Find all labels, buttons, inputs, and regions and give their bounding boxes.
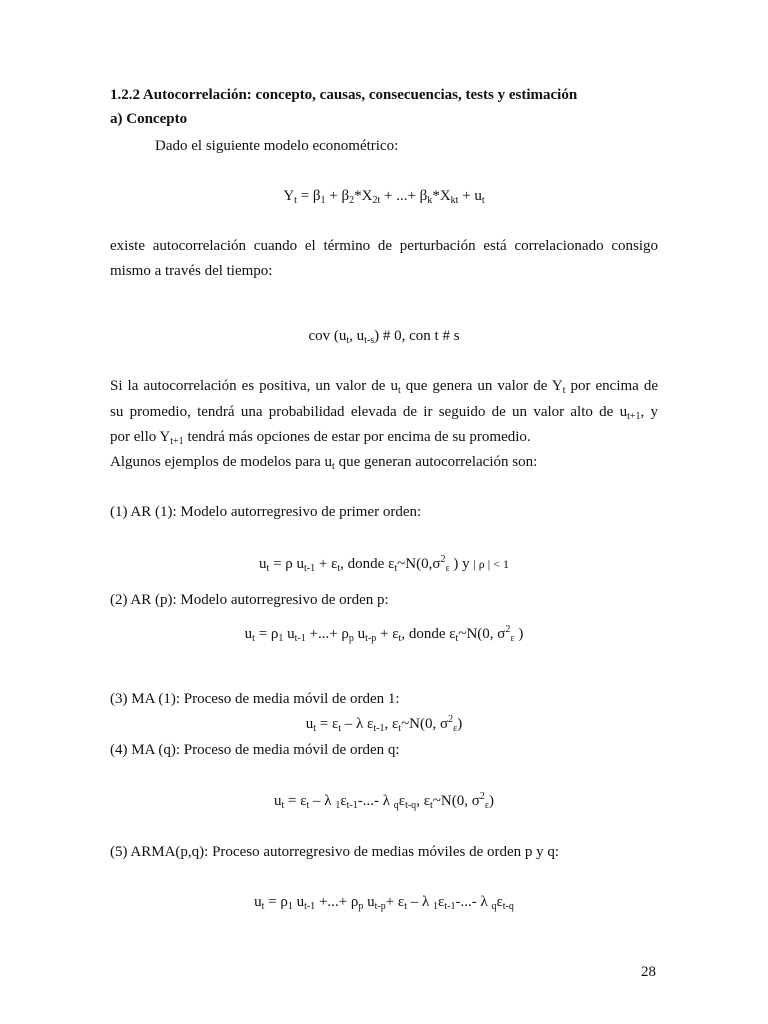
covariance-equation: cov ($u_t$, $u_{t-s}$) # 0, con t # s [308,328,460,346]
definition-line-2: mismo a través del tiempo: [110,263,273,279]
paragraph-line-4: Algunos ejemplos de modelos para $u_t$ que generan autocorrelación son: [110,454,538,472]
model-equation: $Y_t = \beta_1 + \beta_2*X_{2t}$ + ...+ $\beta_k*X_{kt} + u_t$ [283,188,485,206]
ma1-equation: $u_t = \varepsilon_t - \lambda$ $\varepsilon_{t-1}$, $\varepsilon_t\sim N(0$, $\sigma^2_\varepsilon$) [305,714,463,734]
ma1-title: (3) MA (1): Proceso de media móvil de orden 1: [110,691,400,707]
ar1-title: (1) AR (1): Modelo autorregresivo de primer orden: [110,504,422,520]
arp-title: (2) AR (p): Modelo autorregresivo de orden p: [110,592,389,608]
maq-equation: $u_t = \varepsilon_t - \lambda$ $_1\varepsilon_{t-1}-...-$ λ $_q\varepsilon_{t-q}$, $\varepsilon_t\sim N(0$, $\sigma^2_\varepsilon$) [273,791,495,811]
section-heading: 1.2.2 Autocorrelación: concepto, causas, consecuencias, tests y estimación [110,87,578,103]
definition-line-1: existe autocorrelación cuando el término de perturbación está correlacionado consigo [110,238,658,254]
paragraph-line-3: por ello $Y_{t+1}$ tendrá más opciones de estar por encima de su promedio. [110,429,531,447]
arma-equation: $u_t = \rho_1$ $u_{t-1}$ +...+ $\rho_p$ $u_{t-p}+ \varepsilon_t - \lambda$ $_1\varepsilon_{t-1}-...-$ λ $_q\varepsilon_{t-q}$ [254,894,514,912]
subsection-heading: a) Concepto [110,111,188,127]
arp-equation: $u_t = \rho_1$ $u_{t-1}$ +...+ $\rho_p$ $u_{t-p} + \varepsilon_t$, donde $\varepsilon_t\sim N(0$, $\sigma^2_\varepsilon$ ) [244,624,524,644]
maq-title: (4) MA (q): Proceso de media móvil de orden q: [110,742,400,758]
intro-text: Dado el siguiente modelo econométrico: [155,138,399,154]
paragraph-line-2: su promedio, tendrá una probabilidad elevada de ir seguido de un valor alto de $u_{t+1}$, y [110,404,659,422]
ar1-equation: $u_t = \rho$ $u_{t-1} + \varepsilon_t$, donde $\varepsilon_t\sim N(0,\sigma^2_\varepsilon$ ) y | ρ | < 1 [259,554,509,574]
page-number: 28 [641,964,656,980]
arma-title: (5) ARMA(p,q): Proceso autorregresivo de medias móviles de orden p y q: [110,844,560,860]
paragraph-line-1: Si la autocorrelación es positiva, un valor de $u_t$ que genera un valor de $Y_t$ por encima de [110,378,658,396]
